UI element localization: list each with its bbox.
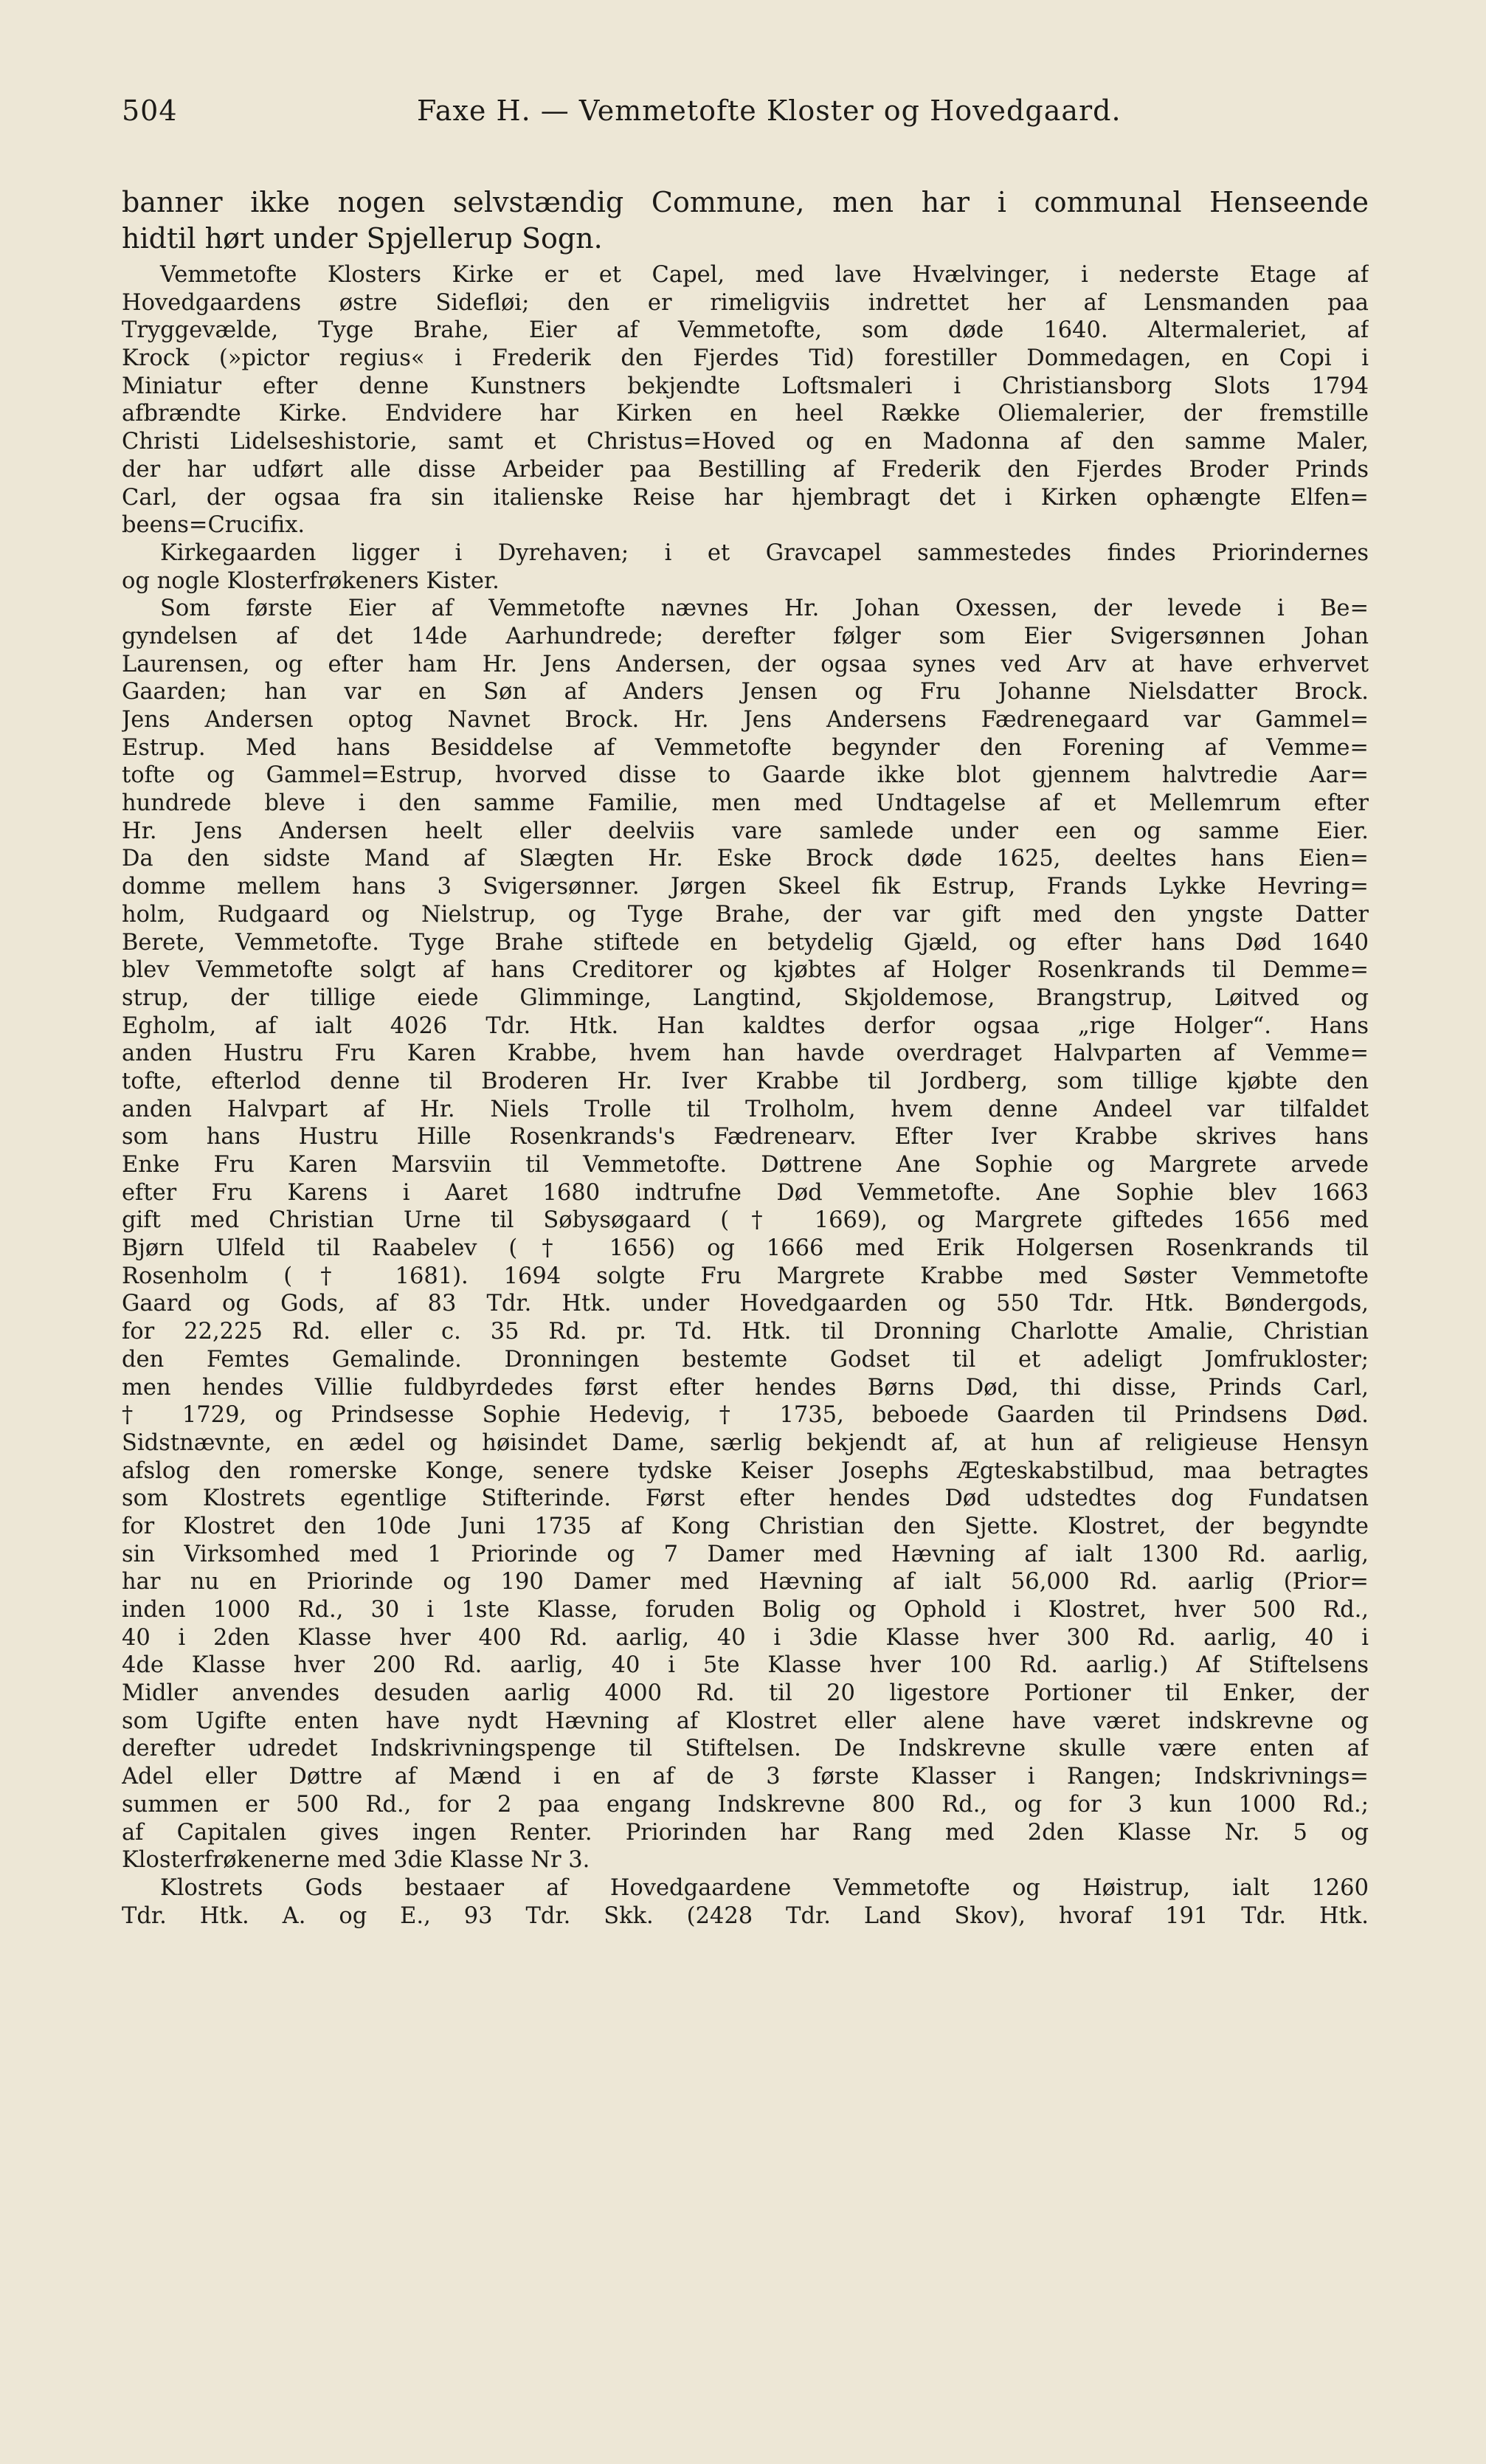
text-line: 4de Klasse hver 200 Rd. aarlig, 40 i 5te Klasse hver 100 Rd. aarlig.) Af Stiftelsens (122, 1652, 1369, 1679)
text-line: Rosenholm († 1681). 1694 solgte Fru Margrete Krabbe med Søster Vemmetofte (122, 1263, 1369, 1289)
text-line: Egholm, af ialt 4026 Tdr. Htk. Han kaldtes derfor ogsaa „rige Holger“. Hans (122, 1012, 1369, 1039)
text-line: men hendes Villie fuldbyrdedes først efter hendes Børns Død, thi disse, Prinds Carl, (122, 1374, 1369, 1401)
text-line: Klostrets Gods bestaaer af Hovedgaardene Vemmetofte og Høistrup, ialt 1260 (160, 1874, 1369, 1901)
text-line: Estrup. Med hans Besiddelse af Vemmetofte begynder den Forening af Vemme= (122, 734, 1369, 761)
text-line: Christi Lidelseshistorie, samt et Christus=Hoved og en Madonna af den samme Maler, (122, 429, 1369, 455)
text-line: sin Virksomhed med 1 Priorinde og 7 Damer med Hævning af ialt 1300 Rd. aarlig, (122, 1541, 1369, 1567)
text-line: Som første Eier af Vemmetofte nævnes Hr. Johan Oxessen, der levede i Be= (160, 596, 1369, 622)
text-line: derefter udredet Indskrivningspenge til Stiftelsen. De Indskrevne skulle være enten af (122, 1736, 1369, 1762)
text-line: beens=Crucifix. (122, 512, 305, 539)
text-line: Da den sidste Mand af Slægten Hr. Eske Brock døde 1625, deeltes hans Eien= (122, 846, 1369, 872)
text-line: Gaard og Gods, af 83 Tdr. Htk. under Hovedgaarden og 550 Tdr. Htk. Bøndergods, (122, 1291, 1369, 1317)
text-line: Sidstnævnte, en ædel og høisindet Dame, særlig bekjendt af, at hun af religieuse Hensyn (122, 1429, 1369, 1456)
text-line: som Klostrets egentlige Stifterinde. Først efter hendes Død udstedtes dog Fundatsen (122, 1485, 1369, 1512)
text-line: Tdr. Htk. A. og E., 93 Tdr. Skk. (2428 Tdr. Land Skov), hvoraf 191 Tdr. Htk. (122, 1902, 1369, 1929)
text-line: Carl, der ogsaa fra sin italienske Reise har hjembragt det i Kirken ophængte Elfen= (122, 484, 1369, 511)
text-line: holm, Rudgaard og Nielstrup, og Tyge Brahe, der var gift med den yngste Datter (122, 901, 1369, 928)
text-line: Kirkegaarden ligger i Dyrehaven; i et Gravcapel sammestedes findes Priorindernes (160, 539, 1369, 566)
text-line: for 22,225 Rd. eller c. 35 Rd. pr. Td. Htk. til Dronning Charlotte Amalie, Christian (122, 1319, 1369, 1345)
page-number: 504 (122, 94, 178, 127)
text-line: gyndelsen af det 14de Aarhundrede; derefter følger som Eier Svigersønnen Johan (122, 623, 1369, 649)
running-head: Faxe H. — Vemmetofte Kloster og Hovedgaard. (417, 94, 1122, 127)
text-line: og nogle Klosterfrøkeners Kister. (122, 567, 500, 594)
body-text (122, 184, 1369, 1930)
text-line: Krock (»pictor regius« i Frederik den Fjerdes Tid) forestiller Dommedagen, en Copi i (122, 345, 1369, 372)
text-line: inden 1000 Rd., 30 i 1ste Klasse, foruden Bolig og Ophold i Klostret, hver 500 Rd., (122, 1597, 1369, 1623)
text-line: anden Halvpart af Hr. Niels Trolle til Trolholm, hvem denne Andeel var tilfaldet (122, 1096, 1369, 1122)
text-line: hundrede bleve i den samme Familie, men med Undtagelse af et Mellemrum efter (122, 790, 1369, 817)
text-line: anden Hustru Fru Karen Krabbe, hvem han havde overdraget Halvparten af Vemme= (122, 1041, 1369, 1067)
text-line: strup, der tillige eiede Glimminge, Langtind, Skjoldemose, Brangstrup, Løitved og (122, 984, 1369, 1011)
text-line: Hr. Jens Andersen heelt eller deelviis vare samlede under een og samme Eier. (122, 818, 1369, 844)
text-line: 40 i 2den Klasse hver 400 Rd. aarlig, 40 i 3die Klasse hver 300 Rd. aarlig, 40 i (122, 1624, 1369, 1651)
text-line: for Klostret den 10de Juni 1735 af Kong Christian den Sjette. Klostret, der begyndte (122, 1513, 1369, 1539)
text-line: tofte og Gammel=Estrup, hvorved disse to Gaarde ikke blot gjennem halvtredie Aar= (122, 762, 1369, 789)
text-line: † 1729, og Prindsesse Sophie Hedevig, † 1735, beboede Gaarden til Prindsens Død. (122, 1402, 1369, 1429)
text-line: Midler anvendes desuden aarlig 4000 Rd. til 20 ligestore Portioner til Enker, der (122, 1680, 1369, 1707)
text-line: Tryggevælde, Tyge Brahe, Eier af Vemmetofte, som døde 1640. Altermaleriet, af (122, 317, 1369, 344)
text-line: som hans Hustru Hille Rosenkrands's Fædrenearv. Efter Iver Krabbe skrives hans (122, 1124, 1369, 1150)
text-line: har nu en Priorinde og 190 Damer med Hævning af ialt 56,000 Rd. aarlig (Prior= (122, 1569, 1369, 1595)
text-line: hidtil hørt under Spjellerup Sogn. (122, 222, 603, 255)
text-line: Berete, Vemmetofte. Tyge Brahe stiftede en betydelig Gjæld, og efter hans Død 1640 (122, 929, 1369, 956)
text-line: Hovedgaardens østre Sidefløi; den er rimeligviis indrettet her af Lensmanden paa (122, 289, 1369, 316)
page-header (122, 94, 1364, 136)
text-line: Gaarden; han var en Søn af Anders Jensen og Fru Johanne Nielsdatter Brock. (122, 679, 1369, 705)
text-line: af Capitalen gives ingen Renter. Priorinden har Rang med 2den Klasse Nr. 5 og (122, 1819, 1369, 1846)
text-line: afslog den romerske Konge, senere tydske Keiser Josephs Ægteskabstilbud, maa betragtes (122, 1457, 1369, 1484)
text-line: som Ugifte enten have nydt Hævning af Klostret eller alene have været indskrevne og (122, 1708, 1369, 1734)
text-line: afbrændte Kirke. Endvidere har Kirken en heel Række Oliemalerier, der fremstille (122, 401, 1369, 427)
text-line: domme mellem hans 3 Svigersønner. Jørgen Skeel fik Estrup, Frands Lykke Hevring= (122, 874, 1369, 900)
text-line: blev Vemmetofte solgt af hans Creditorer og kjøbtes af Holger Rosenkrands til Demme= (122, 957, 1369, 984)
text-line: summen er 500 Rd., for 2 paa engang Indskrevne 800 Rd., og for 3 kun 1000 Rd.; (122, 1791, 1369, 1818)
text-line: den Femtes Gemalinde. Dronningen bestemte Godset til et adeligt Jomfrukloster; (122, 1346, 1369, 1373)
text-line: efter Fru Karens i Aaret 1680 indtrufne Død Vemmetofte. Ane Sophie blev 1663 (122, 1179, 1369, 1206)
text-line: Miniatur efter denne Kunstners bekjendte Loftsmaleri i Christiansborg Slots 1794 (122, 373, 1369, 399)
text-line: Adel eller Døttre af Mænd i en af de 3 første Klasser i Rangen; Indskrivnings= (122, 1764, 1369, 1790)
text-line: gift med Christian Urne til Søbysøgaard († 1669), og Margrete giftedes 1656 med (122, 1207, 1369, 1234)
text-line: Bjørn Ulfeld til Raabelev († 1656) og 1666 med Erik Holgersen Rosenkrands til (122, 1235, 1369, 1262)
text-line: Jens Andersen optog Navnet Brock. Hr. Jens Andersens Fædrenegaard var Gammel= (122, 707, 1369, 733)
text-line: Laurensen, og efter ham Hr. Jens Andersen, der ogsaa synes ved Arv at have erhvervet (122, 651, 1369, 677)
text-line: Klosterfrøkenerne med 3die Klasse Nr 3. (122, 1847, 590, 1874)
text-line: Vemmetofte Klosters Kirke er et Capel, med lave Hvælvinger, i nederste Etage af (160, 262, 1369, 288)
text-line: tofte, efterlod denne til Broderen Hr. Iver Krabbe til Jordberg, som tillige kjøbte den (122, 1068, 1369, 1094)
text-line: der har udført alle disse Arbeider paa Bestilling af Frederik den Fjerdes Broder Prinds (122, 456, 1369, 483)
text-line: banner ikke nogen selvstændig Commune, men har i communal Henseende (122, 186, 1369, 218)
text-line: Enke Fru Karen Marsviin til Vemmetofte. Døttrene Ane Sophie og Margrete arvede (122, 1152, 1369, 1178)
